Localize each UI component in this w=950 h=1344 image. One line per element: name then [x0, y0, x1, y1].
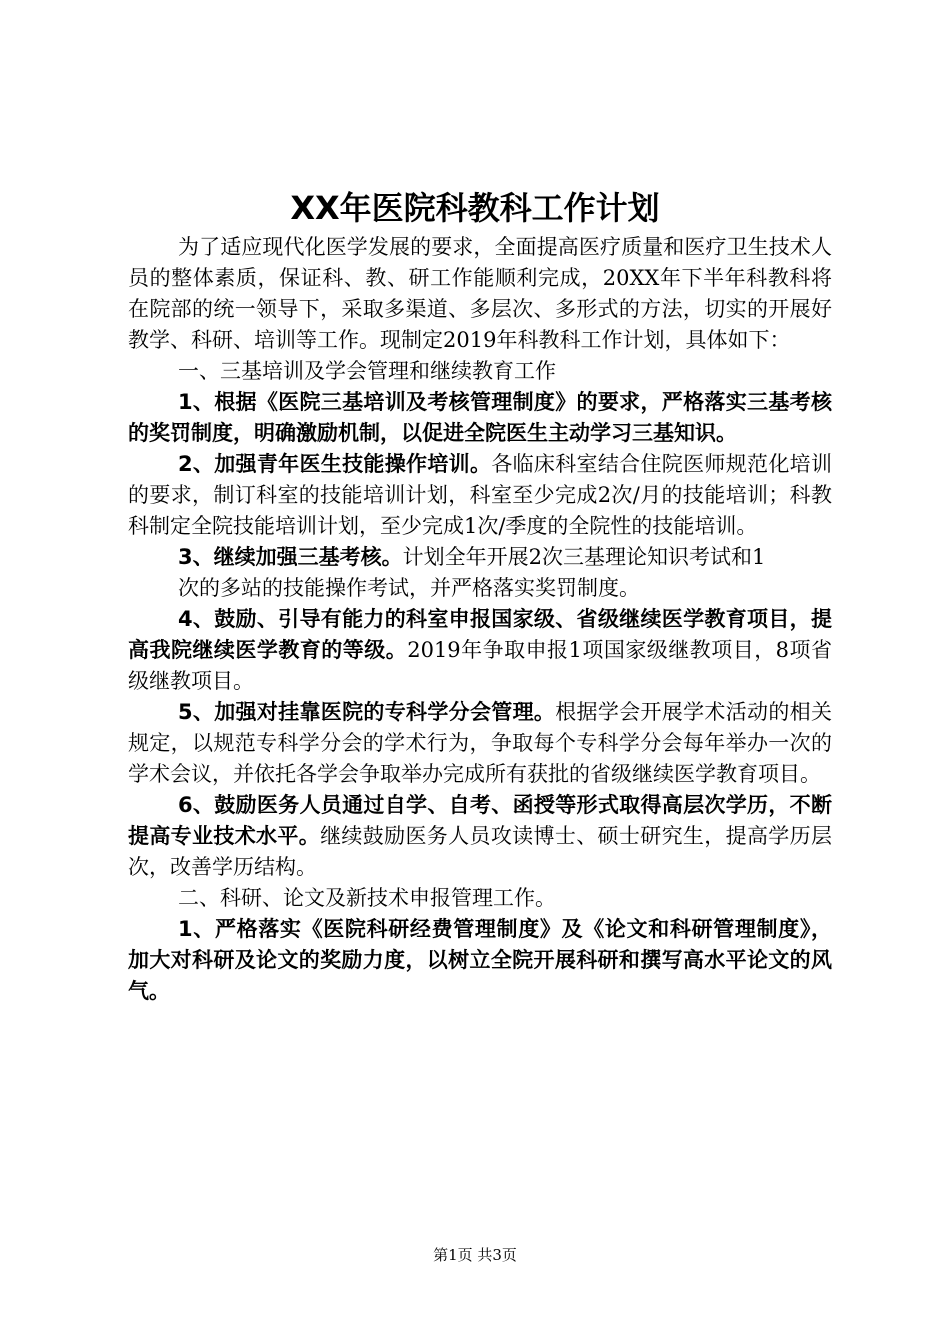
item-lead: 5、加强对挂靠医院的专科学分会管理。 — [178, 700, 556, 724]
list-item — [128, 604, 832, 697]
item-text: 各临床科室结合住院医师规范化培训的要求，制订科室的技能培训计划，科室至少完成2次/月的技能培训；科教科制定全院技能培训计划，至少完成1次/季度的全院性的技能培训。 — [128, 452, 832, 538]
list-item — [128, 697, 832, 790]
item-lead: 1、根据《医院三基培训及考核管理制度》的要求，严格落实三基考核的奖罚制度，明确激励机制，以促进全院医生主动学习三基知识。 — [128, 390, 832, 445]
page-footer: 第1页 共3页 — [433, 1246, 517, 1264]
list-item — [128, 914, 832, 1007]
section-heading — [128, 356, 832, 387]
section-heading-text: 二、科研、论文及新技术申报管理工作。 — [178, 886, 556, 910]
section-heading — [128, 883, 832, 914]
item-lead: 4、鼓励、引导有能力的科室申报国家级、省级继续医学教育项目，提高我院继续医学教育的等级。 — [128, 607, 832, 662]
list-item — [128, 387, 832, 449]
item-lead: 1、严格落实《医院科研经费管理制度》及《论文和科研管理制度》，加大对科研及论文的奖励力度，以树立全院开展科研和撰写高水平论文的风气。 — [128, 917, 832, 1003]
list-item — [128, 542, 832, 573]
list-item — [128, 790, 832, 883]
item-text: 2019年争取申报1项国家级继教项目，8项省级继教项目。 — [128, 638, 832, 693]
intro-paragraph: 为了适应现代化医学发展的要求，全面提高医疗质量和医疗卫生技术人员的整体素质，保证科、教、研工作能顺利完成，20XX年下半年科教科将在院部的统一领导下，采取多渠道、多层次、多形式的方法，切实的开展好教学、科研、培训等工作。现制定2019年科教科工作计划，具体如下： — [128, 235, 832, 352]
item-text: 继续鼓励医务人员攻读博士、硕士研究生，提高学历层次，改善学历结构。 — [128, 824, 832, 879]
item-lead: 6、鼓励医务人员通过自学、自考、函授等形式取得高层次学历，不断提高专业技术水平。 — [128, 793, 832, 848]
list-item — [128, 449, 832, 542]
item-lead: 2、加强青年医生技能操作培训。 — [178, 452, 492, 476]
item-text: 计划全年开展2次三基理论知识考试和1 — [402, 545, 766, 569]
item-lead: 3、继续加强三基考核。 — [178, 545, 403, 569]
document-title: XX年医院科教科工作计划 — [290, 189, 660, 227]
section-heading-text: 一、三基培训及学会管理和继续教育工作 — [178, 359, 556, 383]
item-text: 次的多站的技能操作考试，并严格落实奖罚制度。 — [178, 576, 640, 600]
list-item — [128, 573, 832, 604]
item-text: 根据学会开展学术活动的相关规定，以规范专科学分会的学术行为，争取每个专科学分会每年举办一次的学术会议，并依托各学会争取举办完成所有获批的省级继续医学教育项目。 — [128, 700, 832, 786]
document-body — [128, 232, 832, 1007]
